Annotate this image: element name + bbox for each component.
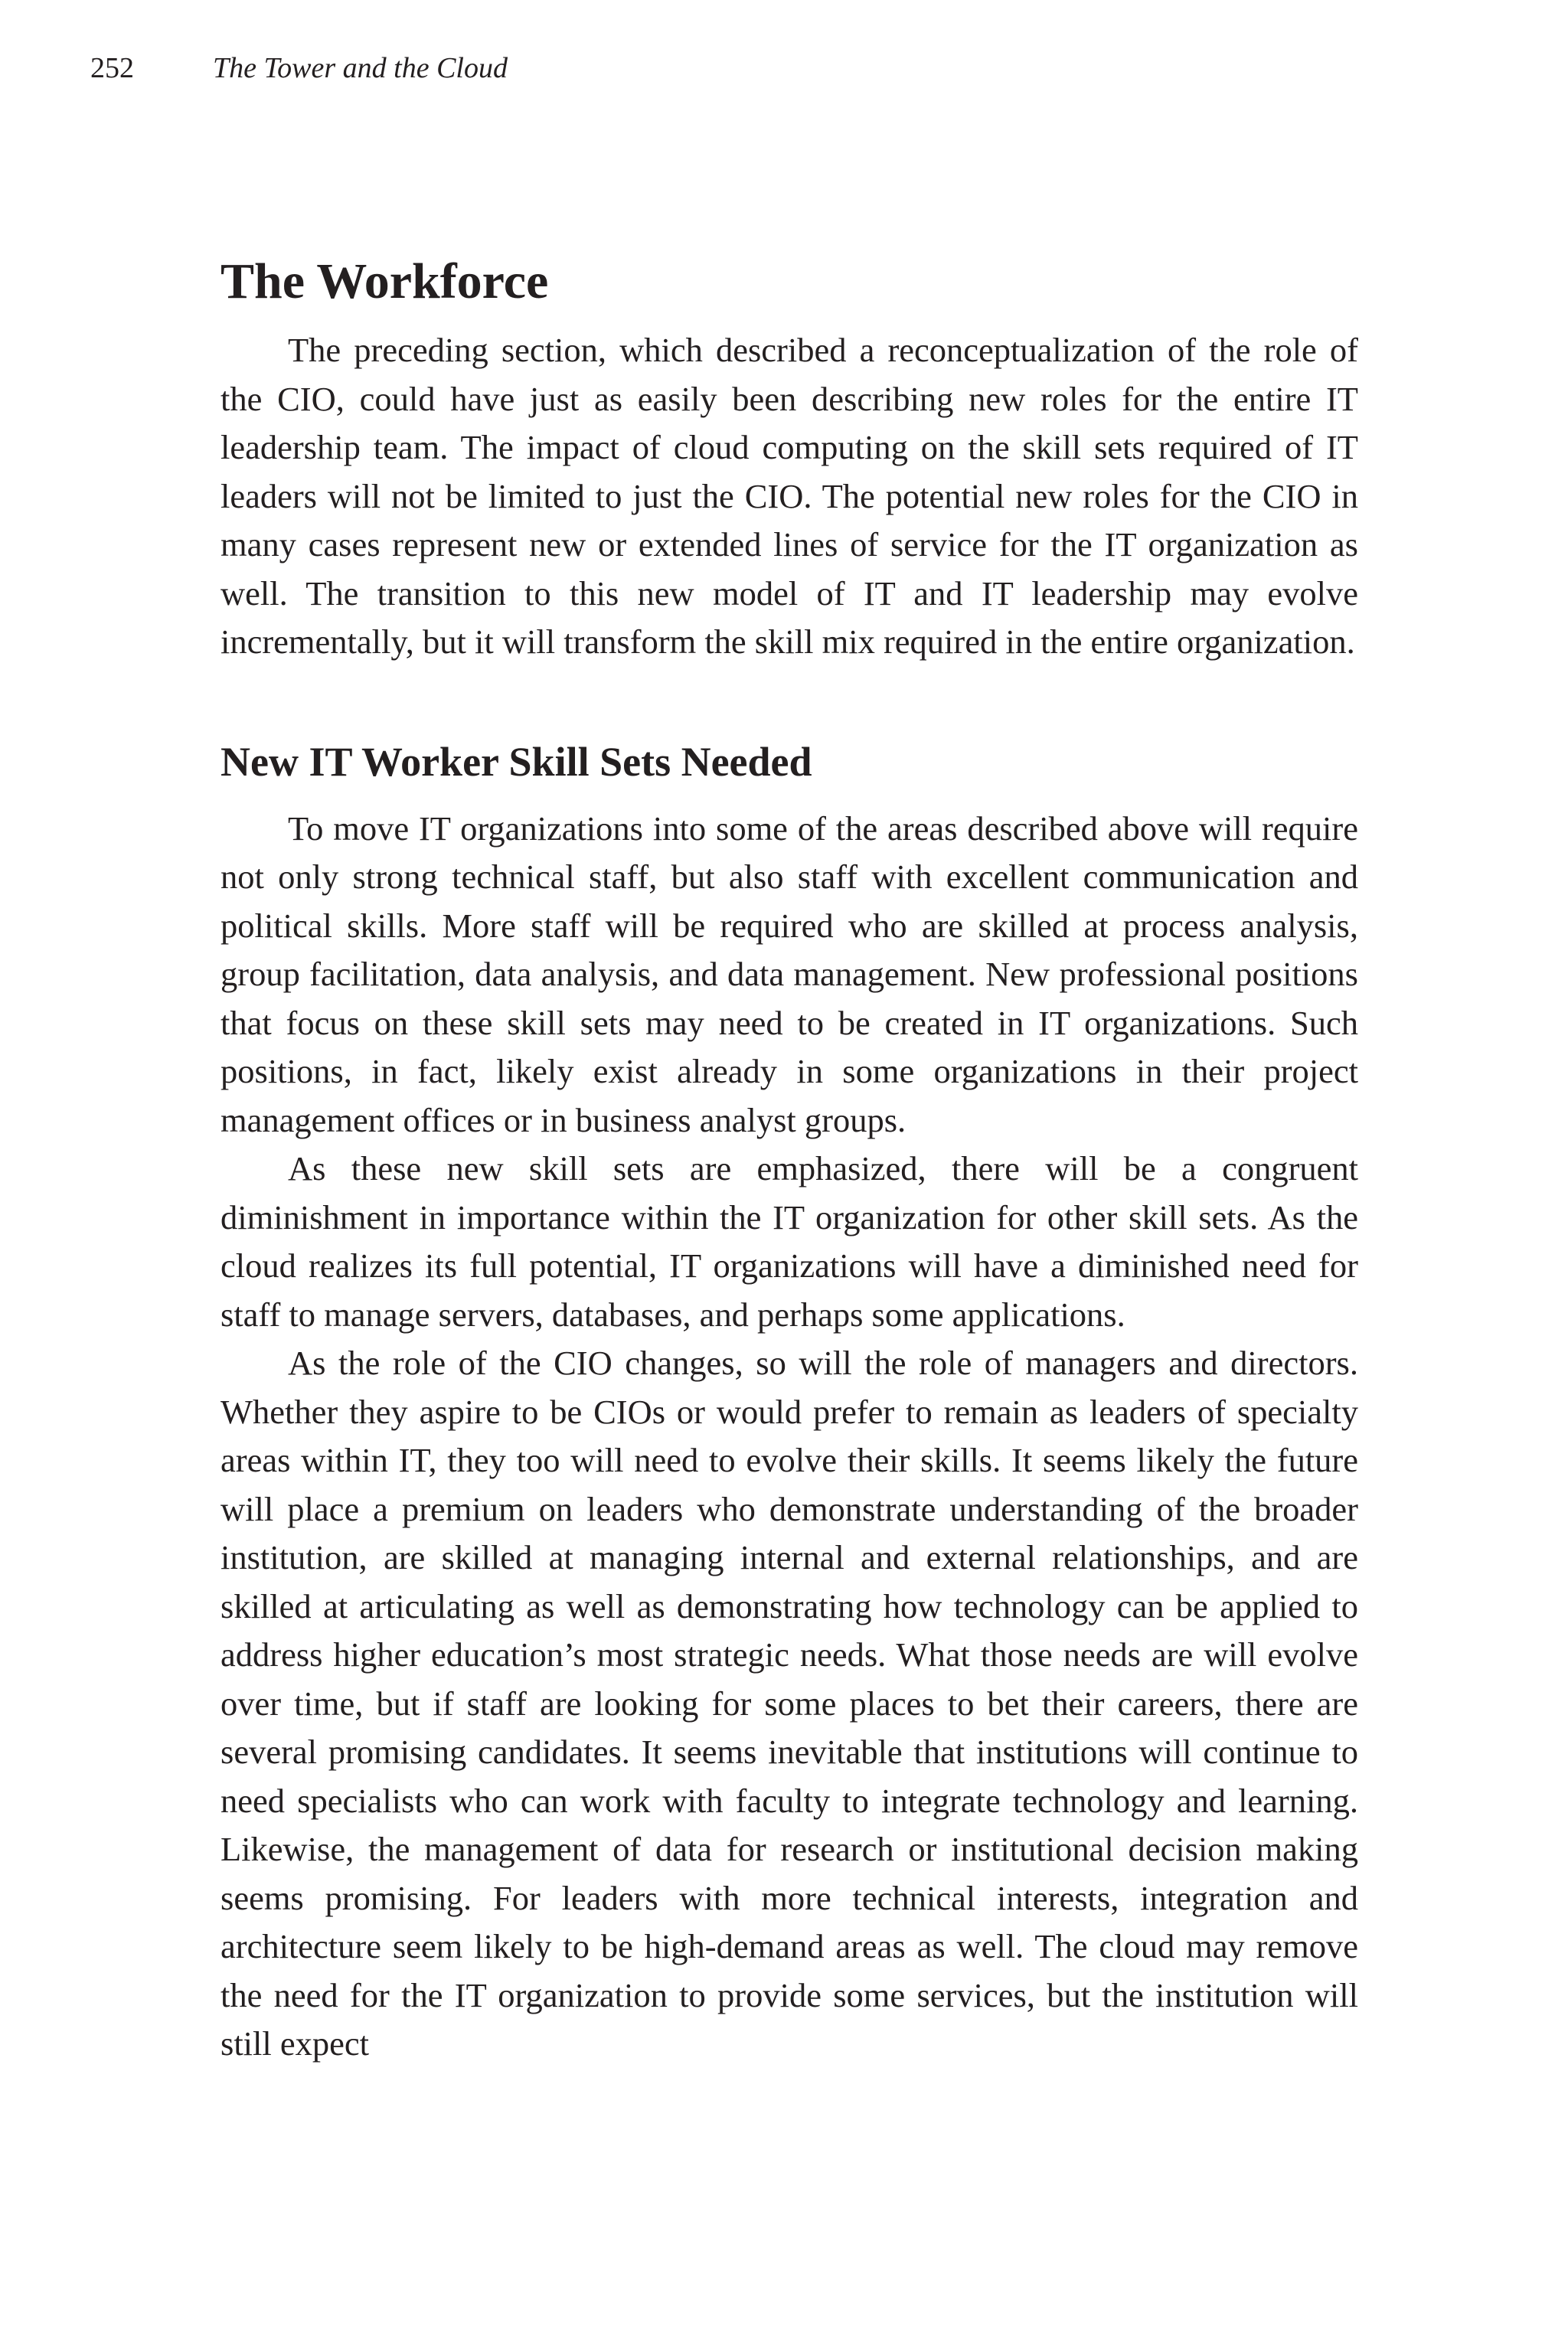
running-head [90,49,508,87]
subsection-heading: New IT Worker Skill Sets Needed [220,738,812,785]
subsection-paragraph: As the role of the CIO changes, so will the role of managers and directors. Whether they aspire to be CIOs or would prefer to remain as leaders of specialty areas within IT, they too will need to evolve their skills. It seems likely the future will place a premium on leaders who demonstrate understanding of the broader institution, are skilled at managing internal and external relationships, and are skilled at articulating as well as demonstrating how technology can be applied to address higher education’s most strategic needs. What those needs are will evolve over time, but if staff are looking for some places to bet their careers, there are several promising candidates. It seems inevitable that institutions will continue to need specialists who can work with faculty to integrate technology and learning. Likewise, the management of data for research or institutional decision making seems promising. For leaders with more technical interests, integration and architecture seem likely to be high-demand areas as well. The cloud may remove the need for the IT organization to provide some services, but the institution will still expect [220,1344,1358,2063]
page-number: 252 [90,52,134,84]
section-heading: The Workforce [220,253,549,309]
subsection-paragraph: As these new skill sets are emphasized, there will be a congruent diminishment in importance within the IT organization for other skill sets. As the cloud realizes its full potential, IT organizations will have a diminished need for staff to manage servers, databases, and perhaps some applications. [220,1149,1358,1334]
book-title: The Tower and the Cloud [213,52,508,84]
subsection-paragraph: To move IT organizations into some of the areas described above will require not only strong technical staff, but also staff with excellent communication and political skills. More staff will be required who are skilled at process analysis, group facilitation, data analysis, and data management. New professional positions that focus on these skill sets may need to be created in IT organizations. Such positions, in fact, likely exist already in some organizations in their project management offices or in business analyst groups. [220,808,1358,1139]
section-paragraph: The preceding section, which described a reconceptualization of the role of the CIO, could have just as easily been describing new roles for the entire IT leadership team. The impact of cloud computing on the skill sets required of IT leaders will not be limited to just the CIO. The potential new roles for the CIO in many cases represent new or extended lines of service for the IT organization as well. The transition to this new model of IT and IT leadership may evolve incrementally, but it will transform the skill mix required in the entire organization. [220,331,1358,661]
page-content [220,243,1358,2069]
